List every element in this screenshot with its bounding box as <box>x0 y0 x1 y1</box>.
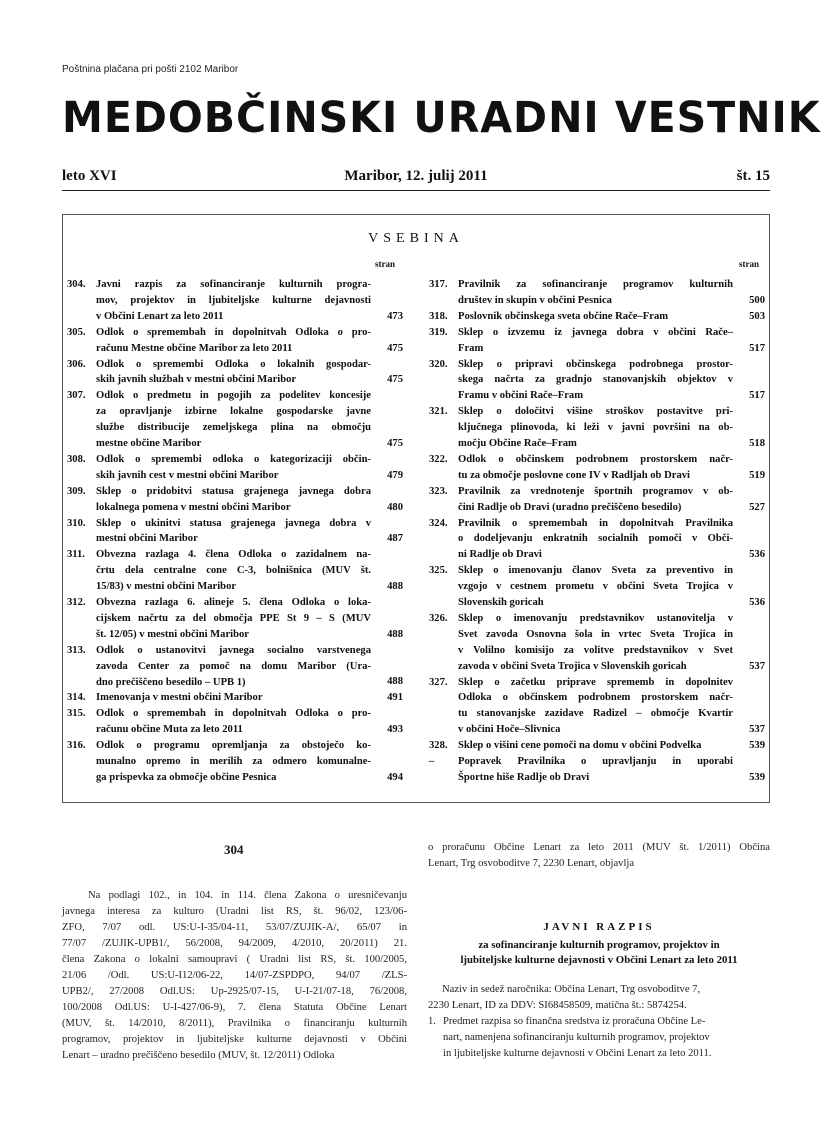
toc-entry-line: Odlok o programu opremljanja za obstoječo ko- <box>96 740 371 752</box>
paragraph-line: Na podlagi 102., in 104. in 114. člena Zakona o uresničevanju <box>88 890 407 901</box>
toc-entry-page: 517 <box>749 342 765 354</box>
toc-entry[interactable] <box>429 325 769 357</box>
toc-entry-title <box>458 404 733 452</box>
toc-entry-number: 310. <box>67 517 86 529</box>
toc-entry-line: službe distribucije zemeljskega plina na območju <box>96 422 371 434</box>
toc-entry-number: 313. <box>67 644 86 656</box>
table-of-contents <box>62 214 770 803</box>
toc-entry-page: 493 <box>387 724 403 736</box>
toc-entry-line: Odlok o ustanovitvi javnega socialno varstvenega <box>96 644 371 656</box>
toc-entry-line: računu Mestne občine Maribor za leto 2011 <box>96 342 293 354</box>
toc-entry-title <box>96 706 371 738</box>
paragraph-line: Lenart – uradno prečiščeno besedilo (MUV, št. 12/2011) Odloka <box>62 1050 335 1061</box>
toc-entry[interactable] <box>67 325 407 357</box>
toc-entry-line: močju Občine Rače–Fram <box>458 438 577 449</box>
toc-entry-title <box>96 325 371 357</box>
toc-entry[interactable] <box>67 388 407 452</box>
toc-entry-line: Imenovanja v mestni občini Maribor <box>96 692 263 704</box>
toc-entry-line: mestne občine Maribor <box>96 438 202 450</box>
toc-entry-line: Obvezna razlaga 4. člena Odloka o zazidalnem na- <box>96 549 371 561</box>
toc-entry[interactable] <box>429 754 769 786</box>
toc-entry-number: 325. <box>429 565 448 577</box>
toc-entry-page: 536 <box>749 549 765 561</box>
toc-entry-number: 309. <box>67 485 86 497</box>
toc-entry-page: 475 <box>387 374 403 386</box>
toc-entry[interactable] <box>429 309 769 325</box>
toc-entry[interactable] <box>429 452 769 484</box>
toc-entry-page: 503 <box>749 310 765 322</box>
toc-entry-line: tu stanovanjske zazidave Radizel – območje Kvartir <box>458 708 733 720</box>
toc-entry-page: 518 <box>749 437 765 449</box>
toc-entry-line: mov, projektov in ljubiteljske kulturne dejavnosti <box>96 294 371 306</box>
toc-entry-line: za opravljanje izbirne lokalne gospodarske javne <box>96 406 371 418</box>
toc-entry-line: ključnega plinovoda, ki leži v javni površini na ob- <box>458 422 733 434</box>
toc-entry-title <box>96 547 371 595</box>
toc-entry[interactable] <box>429 675 769 739</box>
toc-entry-line: v občini Hoče–Slivnica <box>458 724 561 736</box>
toc-entry-number: 326. <box>429 612 448 624</box>
toc-entry-line: zavoda v občini Sveta Trojica v Slovenskih goricah <box>458 660 687 672</box>
toc-entry[interactable] <box>429 563 769 611</box>
toc-entry-title <box>458 516 733 564</box>
toc-entry[interactable] <box>429 404 769 452</box>
paragraph-line: 21/06 /Odl. US:U-I12/06-22, 14/07-ZSPDPO, 94/07 /ZLS- <box>62 970 407 981</box>
article-continuation-lines <box>428 840 770 872</box>
paragraph-line: javnega interesa za kulturo (Uradni list RS, št. 96/02, 123/06- <box>62 906 407 917</box>
toc-entry-line: društev in skupin v občini Pesnica <box>458 294 612 306</box>
toc-entry-line: Odlok o spremembi Odloka o lokalnih gospodar- <box>96 358 371 370</box>
toc-page-label-left: stran <box>375 259 395 269</box>
toc-entry-number: 319. <box>429 326 448 338</box>
toc-entry-number: 323. <box>429 485 448 497</box>
toc-entry-number: 307. <box>67 390 86 402</box>
paragraph-line: Lenart, Trg osvoboditve 7, 2230 Lenart, objavlja <box>428 858 635 869</box>
toc-entry-title <box>96 357 371 389</box>
toc-entry-line: skih javnih službah v mestni občini Maribor <box>96 374 297 386</box>
toc-entry-line: Pravilnik za sofinanciranje programov kulturnih <box>458 279 733 290</box>
item-1-text <box>443 1014 770 1062</box>
toc-entry-title <box>96 738 371 786</box>
issue-year: leto XVI <box>62 168 117 184</box>
toc-entry-number: – <box>429 756 435 767</box>
toc-entry-title <box>458 484 733 516</box>
toc-entry[interactable] <box>67 484 407 516</box>
toc-entry-line: Odlok o predmetu in pogojih za podelitev koncesije <box>96 390 371 402</box>
postage-note: Poštnina plačana pri pošti 2102 Maribor <box>62 64 239 75</box>
toc-entry-line: Popravek Pravilnika o upravljanju in uporabi <box>458 756 733 767</box>
item-1-line: in ljubiteljske kulturne dejavnosti v Občini Lenart za leto 2011. <box>443 1048 712 1059</box>
toc-entry-line: Pravilnik o spremembah in dopolnitvah Pravilnika <box>458 517 733 529</box>
toc-entry-line: Odlok o spremembah in dopolnitvah Odloka o pro- <box>96 708 371 720</box>
toc-entry-page: 539 <box>749 771 765 783</box>
naziv-line: Naziv in sedež naročnika: Občina Lenart, Trg osvoboditve 7, <box>442 984 701 995</box>
toc-entry[interactable] <box>67 516 407 548</box>
toc-entry-line: cijskem načrtu za del območja PPE St 9 – S (MUV <box>96 612 371 624</box>
toc-entry-line: lokalnega pomena v mestni občini Maribor <box>96 501 291 513</box>
toc-entry-line: Sklep o imenovanju predstavnikov ustanovitelja v <box>458 612 733 624</box>
toc-entry-title <box>458 563 733 611</box>
toc-entry-title <box>96 484 371 516</box>
toc-entry[interactable] <box>429 738 769 754</box>
toc-entry-number: 311. <box>67 549 85 561</box>
toc-entry-line: Sklep o začetku priprave sprememb in dopolnitev <box>458 676 733 688</box>
toc-entry-page: 475 <box>387 342 403 354</box>
toc-entry-line: Sklep o pripravi občinskega podrobnega prostor- <box>458 358 733 370</box>
toc-entry[interactable] <box>67 357 407 389</box>
toc-entry[interactable] <box>67 547 407 595</box>
toc-entry-line: skega načrta za gradnjo stanovanjskih objektov v <box>458 374 733 386</box>
toc-entry[interactable] <box>429 516 769 564</box>
toc-entry-line: Slovenskih goricah <box>458 597 544 608</box>
toc-entry-page: 488 <box>387 676 403 688</box>
toc-entry-page: 487 <box>387 533 403 545</box>
toc-entry-line: v Občini Lenart za leto 2011 <box>96 310 224 322</box>
toc-entry-page: 500 <box>749 294 765 306</box>
item-1-number: 1. <box>428 1016 436 1027</box>
toc-entry-number: 305. <box>67 326 86 338</box>
toc-entry-page: 475 <box>387 437 403 449</box>
toc-entry-line: Sklep o pridobitvi statusa grajenega javnega dobra <box>96 485 371 497</box>
toc-entry-page: 488 <box>387 628 403 640</box>
naziv-paragraph <box>428 982 770 1014</box>
toc-entry-number: 321. <box>429 406 448 418</box>
paragraph-line: člena Zakona o lokalni samoupravi ( Uradni list RS, št. 100/2005, <box>62 954 407 965</box>
paragraph-line: 77/07 /ZUJIK-UPB1/, 56/2008, 94/2009, 4/2010, 20/2011) 21. <box>62 938 407 949</box>
toc-entry-page: 494 <box>387 771 403 783</box>
toc-entry-title <box>96 516 371 548</box>
toc-entry[interactable] <box>429 484 769 516</box>
toc-entry-title <box>96 277 371 325</box>
toc-entry-line: Odloka o občinskem podrobnem prostorskem načr- <box>458 692 733 704</box>
toc-entry-line: Javni razpis za sofinanciranje kulturnih progra- <box>96 279 371 290</box>
razpis-subtitle-line: za sofinanciranje kulturnih programov, projektov in <box>478 939 720 951</box>
article-intro-continuation <box>428 840 770 872</box>
toc-entry-title <box>458 611 733 675</box>
toc-entry[interactable] <box>67 690 407 706</box>
toc-entry-line: o dodeljevanju enkratnih socialnih pomoči v Obči- <box>458 533 733 545</box>
toc-entry[interactable] <box>67 595 407 643</box>
toc-entry-title <box>458 754 733 786</box>
toc-entry-line: št. 12/05) v mestni občini Maribor <box>96 628 250 640</box>
razpis-subtitle-line: ljubiteljske kulturne dejavnosti v Občini Lenart za leto 2011 <box>460 954 738 966</box>
toc-entry-line: Fram <box>458 342 484 354</box>
paragraph-line: o proračunu Občine Lenart za leto 2011 (MUV št. 1/2011) Občina <box>428 842 770 853</box>
toc-entry-line: Sklep o določitvi višine stroškov postavitve pri- <box>458 406 733 418</box>
toc-entry-page: 537 <box>749 724 765 736</box>
toc-entry-number: 317. <box>429 279 448 290</box>
header-rule <box>62 190 770 191</box>
toc-entry-line: Framu v občini Rače–Fram <box>458 390 584 402</box>
paragraph-line: UPB2/, 27/2008 Odl.US: Up-2925/07-15, U-I-21/07-18, 76/2008, <box>62 986 407 997</box>
toc-entry-number: 324. <box>429 517 448 529</box>
toc-entry-number: 304. <box>67 279 86 290</box>
toc-entry-number: 314. <box>67 692 86 704</box>
toc-entry-title <box>458 675 733 739</box>
toc-entry-line: Odlok o spremembi odloka o kategorizaciji občin- <box>96 453 371 465</box>
toc-entry-number: 322. <box>429 453 448 465</box>
toc-entry[interactable] <box>429 611 769 675</box>
toc-entry-number: 308. <box>67 453 86 465</box>
toc-entry-title <box>458 309 733 325</box>
toc-entry-title <box>458 738 733 754</box>
toc-entry-line: Odlok o občinskem podrobnem prostorskem načr- <box>458 453 733 465</box>
toc-entry-title <box>96 690 371 706</box>
toc-entry-page: 491 <box>387 692 403 704</box>
toc-entry-number: 318. <box>429 310 448 322</box>
naziv-line: 2230 Lenart, ID za DDV: SI68458509, matična št.: 5874254. <box>428 1000 687 1011</box>
toc-title: VSEBINA <box>368 231 464 246</box>
razpis-subtitle <box>428 938 770 968</box>
toc-entry-page: 537 <box>749 660 765 672</box>
toc-entry[interactable] <box>67 643 407 691</box>
razpis-title: JAVNI RAZPIS <box>543 921 655 933</box>
toc-entry-page: 473 <box>387 310 403 322</box>
toc-entry[interactable] <box>67 706 407 738</box>
toc-entry-page: 517 <box>749 390 765 402</box>
toc-entry-line: Obvezna razlaga 6. alineje 5. člena Odloka o loka- <box>96 597 371 608</box>
toc-entry-line: Sklep o imenovanju članov Sveta za preventivo in <box>458 565 733 577</box>
article-number: 304 <box>224 842 244 857</box>
toc-entry-line: računu občine Muta za leto 2011 <box>96 724 243 736</box>
toc-entry-number: 306. <box>67 358 86 370</box>
issue-number: št. 15 <box>736 168 770 184</box>
toc-entry-title <box>458 325 733 357</box>
article-intro-paragraph <box>62 888 407 1064</box>
toc-entry-line: Pravilnik za vrednotenje športnih programov v ob- <box>458 485 733 497</box>
toc-entry-title <box>458 357 733 405</box>
masthead-title: MEDOBČINSKI URADNI VESTNIK <box>62 93 821 143</box>
toc-entry-line: 15/83) v mestni občini Maribor <box>96 581 237 593</box>
paragraph-line: (MUV, št. 14/2010, 8/2011), Pravilnika o financiranju kulturnih <box>62 1018 407 1029</box>
toc-entry-number: 327. <box>429 676 448 688</box>
toc-entry-line: skih javnih cest v mestni občini Maribor <box>96 469 279 481</box>
toc-entry-line: črtu dela centralne cone C-3, bolnišnica (MUV št. <box>96 565 371 577</box>
issue-date: Maribor, 12. julij 2011 <box>344 168 488 184</box>
toc-entry-number: 320. <box>429 358 448 370</box>
toc-entry-line: Svet zavoda Osnovna šola in vrtec Sveta Trojica in <box>458 628 733 640</box>
toc-entry-number: 316. <box>67 740 86 752</box>
toc-entry-page: 536 <box>749 596 765 608</box>
toc-entry-page: 527 <box>749 501 765 513</box>
toc-entry-title <box>96 388 371 452</box>
toc-entry[interactable] <box>67 738 407 786</box>
toc-entry-line: ga prispevka za območje občine Pesnica <box>96 771 277 783</box>
toc-entry-line: Odlok o spremembah in dopolnitvah Odloka o pro- <box>96 326 371 338</box>
article-intro-lines <box>62 888 407 1064</box>
paragraph-line: ZFO, 7/07 odl. US:U-I-35/04-11, 53/07/ZUJIK-A/, 65/07 in <box>62 922 407 933</box>
toc-entry[interactable] <box>429 357 769 405</box>
toc-entry-line: tu za območje poslovne cone IV v Radljah ob Dravi <box>458 469 690 481</box>
toc-entry-line: munalno opremo in merilih za odmero komunalne- <box>96 756 371 767</box>
paragraph-line: 100/2008 Odl.US: U-I-427/06-9), 7. člena Statuta Občine Lenart <box>62 1002 407 1013</box>
toc-entry-title <box>96 595 371 643</box>
toc-entry-line: mestni občini Maribor <box>96 533 198 545</box>
toc-entry-line: dno prečiščeno besedilo – UPB 1) <box>96 676 246 688</box>
toc-entry-title <box>96 643 371 691</box>
toc-entry-line: Sklep o ukinitvi statusa grajenega javnega dobra v <box>96 517 371 529</box>
toc-entry-page: 519 <box>749 469 765 481</box>
toc-entry-line: čini Radlje ob Dravi (uradno prečiščeno besedilo) <box>458 501 682 513</box>
toc-entry-page: 479 <box>387 469 403 481</box>
toc-entry-line: v Volilno komisijo za volitve predstavnikov v Svet <box>458 644 733 656</box>
toc-entry-number: 328. <box>429 740 448 752</box>
toc-entry[interactable] <box>67 452 407 484</box>
toc-entry-line: Sklep o izvzemu iz javnega dobra v občini Rače– <box>458 326 733 338</box>
toc-entry-page: 539 <box>749 740 765 752</box>
toc-entry-line: Športne hiše Radlje ob Dravi <box>458 771 590 783</box>
toc-entry-line: zavoda Center za pomoč na domu Maribor (Ura- <box>96 660 371 672</box>
toc-entry-line: ni Radlje ob Dravi <box>458 549 542 561</box>
toc-entry-line: vzgojo v cestnem prometu v občini Sveta Trojica v <box>458 581 733 593</box>
toc-entry-line: Poslovnik občinskega sveta občine Rače–Fram <box>458 310 669 322</box>
toc-entry-title <box>96 452 371 484</box>
toc-entry-title <box>458 452 733 484</box>
paragraph-line: programov, projektov in ljubiteljske kulturne dejavnosti v Občini <box>62 1034 407 1045</box>
toc-entry[interactable] <box>429 277 769 309</box>
item-1-line: Predmet razpisa so finančna sredstva iz proračuna Občine Le- <box>443 1016 706 1027</box>
item-1-line: nart, namenjena sofinanciranju kulturnih programov, projektov <box>443 1032 710 1043</box>
toc-page-label-right: stran <box>739 259 759 269</box>
toc-entry-page: 488 <box>387 581 403 593</box>
issue-line <box>62 168 770 190</box>
toc-entry-line: Sklep o višini cene pomoči na domu v občini Podvelka <box>458 740 702 752</box>
toc-entry-page: 480 <box>387 501 403 513</box>
toc-entry-title <box>458 277 733 309</box>
toc-entry-number: 315. <box>67 708 86 720</box>
toc-entry-number: 312. <box>67 597 86 608</box>
toc-entry[interactable] <box>67 277 407 325</box>
